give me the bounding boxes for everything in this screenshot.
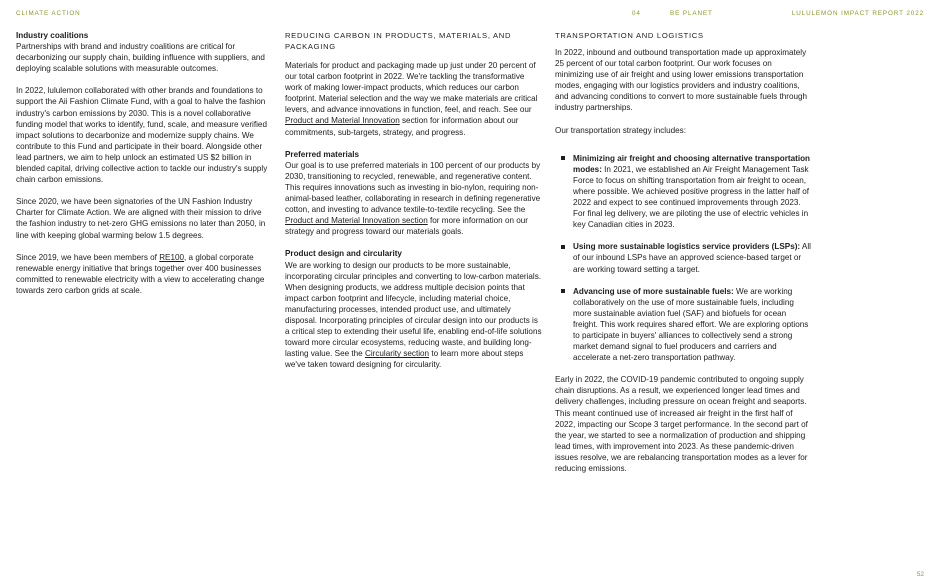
circularity-section-link[interactable]: Circularity section <box>364 349 430 359</box>
list-item: Minimizing air freight and choosing alternative transportation modes: In 2021, we established an Air Freight Management Task Force to focus on shifting transportation from air freight to ocean, where possible. We achieved positive progress in the latter half of 2022 and expect to see continued improvements through 2023. For final leg delivery, we are piloting the use of electric vehicles in key Canadian cities in 2023. <box>555 153 811 231</box>
bullet-icon <box>561 156 565 160</box>
column-middle <box>285 30 542 381</box>
list-item: Advancing use of more sustainable fuels: We are working collaboratively on the use of more sustainable fuels, including more sustainable aviation fuel (SAF) and biofuels for ocean freight. This work requires shared effort. We are exploring options to participate in buyers' alliances to collectively send a strong market demand signal to fuel producers and carriers and accelerate a net-zero transportation pathway. <box>555 286 811 364</box>
paragraph: Materials for product and packaging made up just under 20 percent of our total carbon footprint in 2022. We're tackling the transformative work of making lower-impact products, which reduces our carbon footprint. Material selection and the way we make materials are critical levers, and advance innovations in function, feel, and reach. See our Product and Material Innovation section for information about our commitments, sub-targets, strategy, and progress. <box>285 61 538 137</box>
bullet-icon <box>561 245 565 249</box>
column-left <box>16 30 272 307</box>
paragraph: Early in 2022, the COVID-19 pandemic contributed to ongoing supply chain disruptions. As a result, we experienced longer lead times and delivery challenges, including pressure on ocean freight and seaports. This meant continued use of increased air freight in the first half of 2022, impacting our Scope 3 target performance. In the second part of the year, we started to see a normalization of production and shipping lead times, with improvement into 2023. As these pandemic-driven issues resolve, we are rebalancing transportation modes as a lever for reducing emissions. <box>555 375 808 473</box>
bullet-icon <box>561 289 565 293</box>
preferred-materials-heading: Preferred materials <box>285 149 360 159</box>
paragraph: Since 2020, we have been signatories of the UN Fashion Industry Charter for Climate Action. We are aligned with their mission to drive the fashion industry to net-zero GHG emissions no later than 2050, in line with keeping global warming below 1.5 degrees. <box>16 197 266 240</box>
product-material-innovation-section-link[interactable]: Product and Material Innovation section <box>285 216 428 226</box>
strategy-list <box>555 153 811 364</box>
running-header <box>16 10 924 20</box>
report-title: LULULEMON IMPACT REPORT 2022 <box>791 10 924 17</box>
page-number: 52 <box>916 571 924 578</box>
chapter-label: BE PLANET <box>670 10 713 17</box>
paragraph: Partnerships with brand and industry coalitions are critical for decarbonizing our supply chain, building influence with suppliers, and deploying scalable solutions with measurable outcomes. <box>16 42 265 74</box>
section-heading: REDUCING CARBON IN PRODUCTS, MATERIALS, AND PACKAGING <box>285 31 512 51</box>
product-material-innovation-link[interactable]: Product and Material Innovation <box>285 116 400 126</box>
column-right <box>555 30 811 485</box>
paragraph: Our transportation strategy includes: <box>555 125 686 135</box>
product-design-heading: Product design and circularity <box>285 249 402 259</box>
re100-link[interactable]: RE100 <box>159 252 185 262</box>
paragraph: We are working to design our products to be more sustainable, incorporating circular principles and converting to low-carbon materials. When designing products, we address multiple decision points that impact carbon footprint and lifecycle, including material choice, manufacturing processes, intended product use, and ultimately disposal. Incorporating principles of circular design into our products is a critical step to extending their useful life, enabling end-of-life solutions toward more circular ecosystems, reducing waste, and building long-lasting value. See the Circularity section to learn more about steps we've taken toward designing for circularity. <box>285 260 542 370</box>
list-item: Using more sustainable logistics service providers (LSPs): All of our inbound LSPs have an approved science-based target or are working toward setting a target. <box>555 241 811 274</box>
section-heading: TRANSPORTATION AND LOGISTICS <box>555 31 704 40</box>
paragraph: In 2022, lululemon collaborated with other brands and foundations to support the Aii Fashion Climate Fund, with a goal to halve the fashion industry's carbon emissions by 2030. This is a novel collaborative funding model that works to identify, fund, scale, and measure verified impact solutions to decarbonize and modernize supply chains. We contribute to this Fund and participate in their board. Alongside other lead partners, we aim to help unlock an estimated US $2 billion in blended capital, driving collective action to tackle our industry's supply chain carbon emissions. <box>16 86 268 185</box>
page-tag: 04 <box>632 10 641 17</box>
paragraph: Our goal is to use preferred materials in 100 percent of our products by 2030, transitioning to recycled, renewable, and regenerative content. This requires innovations such as investing in bio-nylon, requiring non-animal-based leather, collaborating in research in defining regenerative cotton, and investing to advance textile-to-textile recycling. See the Product and Material Innovation section for more information on our strategy and progress toward our materials goals. <box>285 160 541 237</box>
paragraph: In 2022, inbound and outbound transportation made up approximately 25 percent of our total carbon footprint. Our work focuses on minimizing use of air freight and using lower emissions transportation modes, engaging with our logistics providers and industry coalitions, and advancing conditions to convert to more sustainable fuels through industry partnerships. <box>555 48 808 113</box>
paragraph: Since 2019, we have been members of RE100, a global corporate renewable energy initiative that brings together over 400 businesses committed to renewable electricity with a view to accelerating change towards zero carbon grids at scale. <box>16 252 265 295</box>
industry-coalitions-heading: Industry coalitions <box>16 31 89 40</box>
section-label: CLIMATE ACTION <box>16 10 81 17</box>
